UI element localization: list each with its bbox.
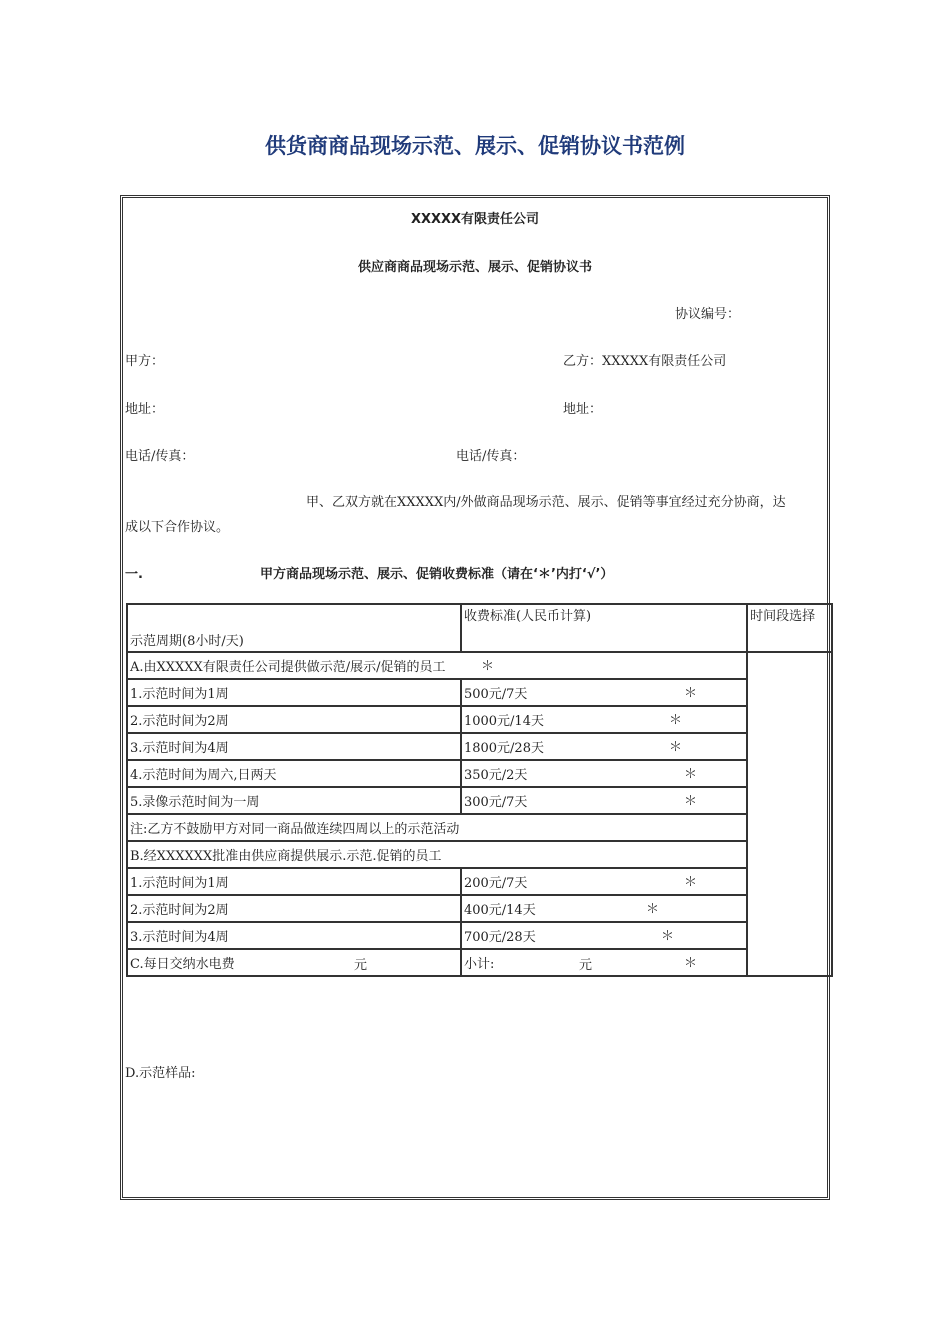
intro-line-1: 甲、乙双方就在XXXXX内/外做商品现场示范、展示、促销等事宜经过充分协商，达 — [306, 495, 786, 510]
subtotal-cell: 小计: 元 ＊ — [461, 949, 747, 976]
note-cell: 注:乙方不鼓励甲方对同一商品做连续四周以上的示范活动 — [127, 814, 747, 841]
fee-cell: 1000元/14天 ＊ — [461, 706, 747, 733]
group-a-label: A.由XXXXX有限责任公司提供做示范/展示/促销的员工 ＊ — [127, 652, 747, 679]
period-cell: 1.示范时间为1周 — [127, 679, 461, 706]
subtotal-unit: 元 — [578, 958, 592, 973]
party-a-phone-label: 电话/传真： — [125, 449, 195, 464]
select-star[interactable]: ＊ — [683, 794, 697, 809]
fee-cell: 1800元/28天 ＊ — [461, 733, 747, 760]
select-star[interactable]: ＊ — [683, 686, 697, 701]
select-star[interactable]: ＊ — [660, 929, 674, 944]
utility-fee-cell: C.每日交纳水电费 元 — [127, 949, 461, 976]
fee-cell: 400元/14天 ＊ — [461, 895, 747, 922]
table-row — [127, 895, 832, 922]
period-cell: 5.录像示范时间为一周 — [127, 787, 461, 814]
period-cell: 2.示范时间为2周 — [127, 706, 461, 733]
select-star[interactable]: ＊ — [645, 902, 659, 917]
agreement-frame — [120, 195, 830, 1200]
sample-label: D.示范样品: — [125, 1066, 196, 1081]
party-b-phone-label: 电话/传真： — [456, 449, 526, 464]
party-b-label: 乙方：XXXXX有限责任公司 — [563, 354, 727, 369]
table-row — [127, 706, 832, 733]
group-b-label: B.经XXXXXX批准由供应商提供展示.示范.促销的员工 — [127, 841, 747, 868]
section-title: 甲方商品现场示范、展示、促销收费标准（请在‘＊’内打‘√’） — [260, 567, 614, 582]
period-cell: 3.示范时间为4周 — [127, 922, 461, 949]
header-time-select: 时间段选择 — [747, 604, 832, 652]
agreement-number-label: 协议编号： — [675, 307, 741, 322]
fee-cell: 350元/2天 ＊ — [461, 760, 747, 787]
fee-cell: 200元/7天 ＊ — [461, 868, 747, 895]
row-c — [127, 949, 832, 976]
select-star[interactable]: ＊ — [683, 767, 697, 782]
page-title: 供货商商品现场示范、展示、促销协议书范例 — [265, 134, 685, 158]
utility-fee-unit: 元 — [354, 958, 368, 973]
intro-line-2: 成以下合作协议。 — [125, 520, 230, 535]
note-row — [127, 814, 832, 841]
header-period: 示范周期(8小时/天) — [127, 604, 461, 652]
table-row — [127, 760, 832, 787]
table-row — [127, 922, 832, 949]
select-star[interactable]: ＊ — [668, 740, 682, 755]
time-select-column — [747, 652, 832, 976]
header-fee: 收费标准(人民币计算) — [461, 604, 747, 652]
table-row — [127, 868, 832, 895]
company-name: XXXXX有限责任公司 — [410, 212, 540, 227]
section-number: 一. — [125, 567, 143, 582]
fee-cell: 700元/28天 ＊ — [461, 922, 747, 949]
document-title: 供应商商品现场示范、展示、促销协议书 — [357, 260, 592, 275]
group-b-row — [127, 841, 832, 868]
party-a-address-label: 地址： — [125, 402, 165, 417]
group-a-row — [127, 652, 832, 679]
period-cell: 4.示范时间为周六,日两天 — [127, 760, 461, 787]
select-star[interactable]: ＊ — [481, 659, 495, 674]
period-cell: 2.示范时间为2周 — [127, 895, 461, 922]
select-star[interactable]: ＊ — [668, 713, 682, 728]
select-star[interactable]: ＊ — [683, 956, 697, 971]
party-b-address-label: 地址： — [563, 402, 603, 417]
period-cell: 3.示范时间为4周 — [127, 733, 461, 760]
period-cell: 1.示范时间为1周 — [127, 868, 461, 895]
party-a-label: 甲方： — [125, 354, 165, 369]
table-row — [127, 679, 832, 706]
fee-table — [126, 603, 833, 977]
fee-cell: 300元/7天 ＊ — [461, 787, 747, 814]
table-header-row — [127, 604, 832, 652]
select-star[interactable]: ＊ — [683, 875, 697, 890]
table-row — [127, 787, 832, 814]
fee-cell: 500元/7天 ＊ — [461, 679, 747, 706]
table-row — [127, 733, 832, 760]
